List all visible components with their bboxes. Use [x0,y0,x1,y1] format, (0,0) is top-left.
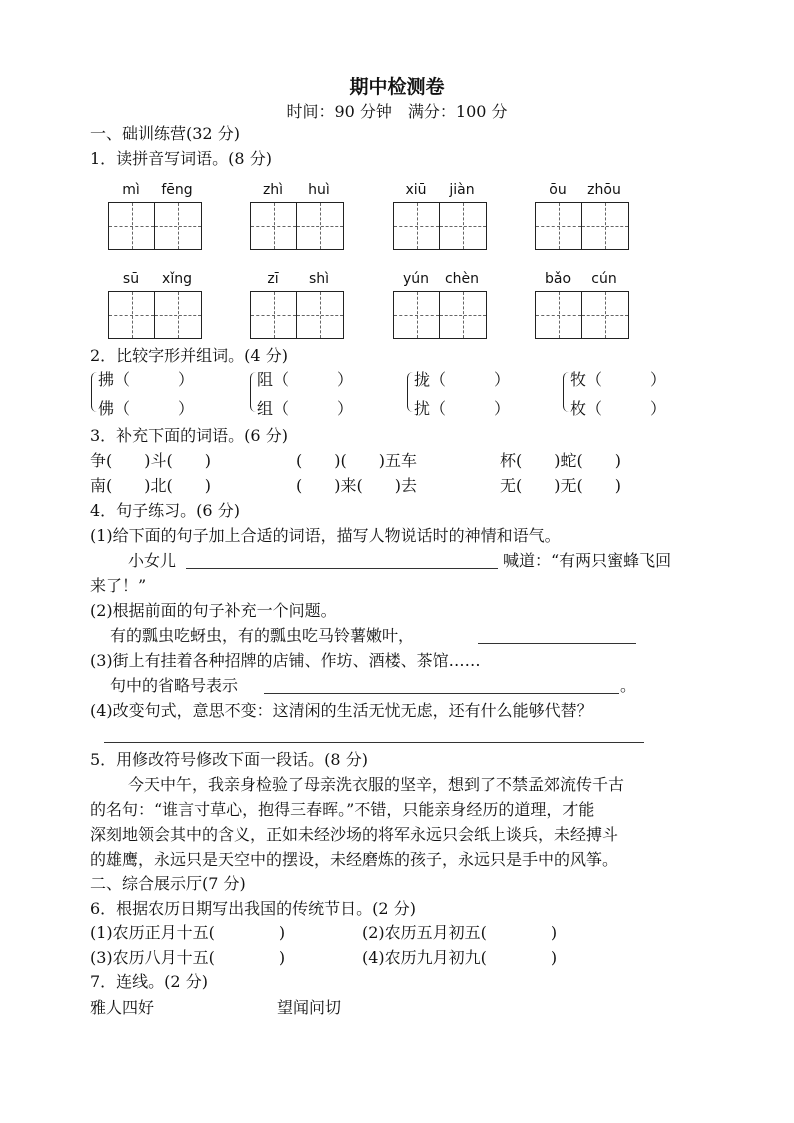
q4-part-3: (3)街上有挂着各种招牌的店铺、作坊、酒楼、茶馆…… [90,651,481,670]
question-7-label: 7．连线。(2 分) [90,972,208,991]
writing-boxes[interactable] [535,291,629,339]
festival-item: (2)农历五月初五( ) [362,923,558,942]
answer-line[interactable] [478,643,636,644]
char-pair-2-top: 阻（ ） [257,370,354,389]
idiom-blank: ( )( )五车 [296,451,417,470]
paragraph-line: 的名句：“谁言寸草心，抱得三春晖。”不错，只能亲身经历的道理，才能 [90,800,595,819]
q4-part-1-sentence-start: 小女儿 [128,551,177,570]
char-pair-1-top: 拂（ ） [98,370,195,389]
question-5-label: 5．用修改符号修改下面一段话。(8 分) [90,750,368,769]
pinyin: ōu [549,182,567,198]
section-1-heading: 一、础训练营(32 分) [90,124,240,143]
pinyin: zhōu [587,182,621,198]
idiom-blank: 杯( )蛇( ) [500,451,621,470]
char-pair-3-bottom: 扰（ ） [414,399,511,418]
char-pair-4-bottom: 枚（ ） [570,399,667,418]
pinyin: fēng [161,182,193,198]
q4-part-1-sentence-cont: 来了！” [90,576,147,595]
q4-part-1: (1)给下面的句子加上合适的词语，描写人物说话时的神情和语气。 [90,526,561,545]
writing-boxes[interactable] [250,202,344,250]
pinyin-grid-8 [535,271,629,339]
pinyin-grid-3 [393,182,487,250]
pinyin: zī [267,271,279,287]
brace [91,372,98,412]
writing-boxes[interactable] [393,202,487,250]
section-2-heading: 二、综合展示厅(7 分) [90,874,246,893]
brace [250,372,257,412]
pinyin: chèn [444,271,480,287]
q4-part-4: (4)改变句式，意思不变：这清闲的生活无忧无虑，还有什么能够代替？ [90,701,593,720]
question-3-label: 3．补充下面的词语。(6 分) [90,426,288,445]
question-6-label: 6．根据农历日期写出我国的传统节日。(2 分) [90,899,416,918]
idiom-blank: 无( )无( ) [500,476,621,495]
answer-line[interactable] [104,742,644,743]
idiom-blank: 争( )斗( ) [90,451,211,470]
pinyin: xǐng [162,271,192,287]
pinyin-grid-4 [535,182,629,250]
q4-part-3-sentence: 句中的省略号表示 [110,676,239,695]
paragraph-line: 的雄鹰，永远只是天空中的摆设，未经磨炼的孩子，永远只是手中的风筝。 [90,850,619,869]
writing-boxes[interactable] [108,291,202,339]
pinyin: jiàn [449,182,475,198]
idiom-blank: 南( )北( ) [90,476,211,495]
pinyin: zhì [262,182,284,198]
pinyin-grid-1 [108,182,202,250]
pinyin: mì [122,182,140,198]
pinyin-grid-5 [108,271,202,339]
paragraph-line: 深刻地领会其中的含义，正如未经沙场的将军永远只会纸上谈兵，未经搏斗 [90,825,619,844]
exam-info: 时间：90 分钟 满分：100 分 [286,102,508,121]
pinyin: bǎo [544,271,572,287]
idiom-blank: ( )来( )去 [296,476,417,495]
char-pair-4-top: 牧（ ） [570,370,667,389]
char-pair-2-bottom: 组（ ） [257,399,354,418]
festival-item: (3)农历八月十五( ) [90,948,286,967]
period: 。 [620,676,637,695]
brace [407,372,414,412]
char-pair-1-bottom: 佛（ ） [98,399,195,418]
writing-boxes[interactable] [108,202,202,250]
question-4-label: 4．句子练习。(6 分) [90,501,240,520]
writing-boxes[interactable] [393,291,487,339]
pinyin-grid-7 [393,271,487,339]
match-right-item[interactable]: 望闻问切 [277,998,342,1017]
festival-item: (1)农历正月十五( ) [90,923,286,942]
char-pair-3-top: 拢（ ） [414,370,511,389]
page-title: 期中检测卷 [349,76,445,98]
question-1-label: 1．读拼音写词语。(8 分) [90,149,272,168]
brace [563,372,570,412]
answer-line[interactable] [264,693,619,694]
q4-part-1-sentence-end: 喊道：“有两只蜜蜂飞回 [503,551,672,570]
pinyin: shì [308,271,330,287]
answer-line[interactable] [186,568,498,569]
paragraph-line: 今天中午，我亲身检验了母亲洗衣服的坚辛，想到了不禁孟郊流传千古 [128,775,625,794]
match-left-item[interactable]: 雅人四好 [90,998,155,1017]
pinyin: sū [122,271,140,287]
pinyin: xiū [405,182,427,198]
pinyin-grid-6 [250,271,344,339]
pinyin-grid-2 [250,182,344,250]
question-2-label: 2．比较字形并组词。(4 分) [90,346,288,365]
writing-boxes[interactable] [250,291,344,339]
q4-part-2-sentence: 有的瓢虫吃蚜虫，有的瓢虫吃马铃薯嫩叶， [110,626,415,645]
q4-part-2: (2)根据前面的句子补充一个问题。 [90,601,337,620]
writing-boxes[interactable] [535,202,629,250]
festival-item: (4)农历九月初九( ) [362,948,558,967]
pinyin: yún [402,271,430,287]
pinyin: cún [591,271,617,287]
pinyin: huì [308,182,330,198]
